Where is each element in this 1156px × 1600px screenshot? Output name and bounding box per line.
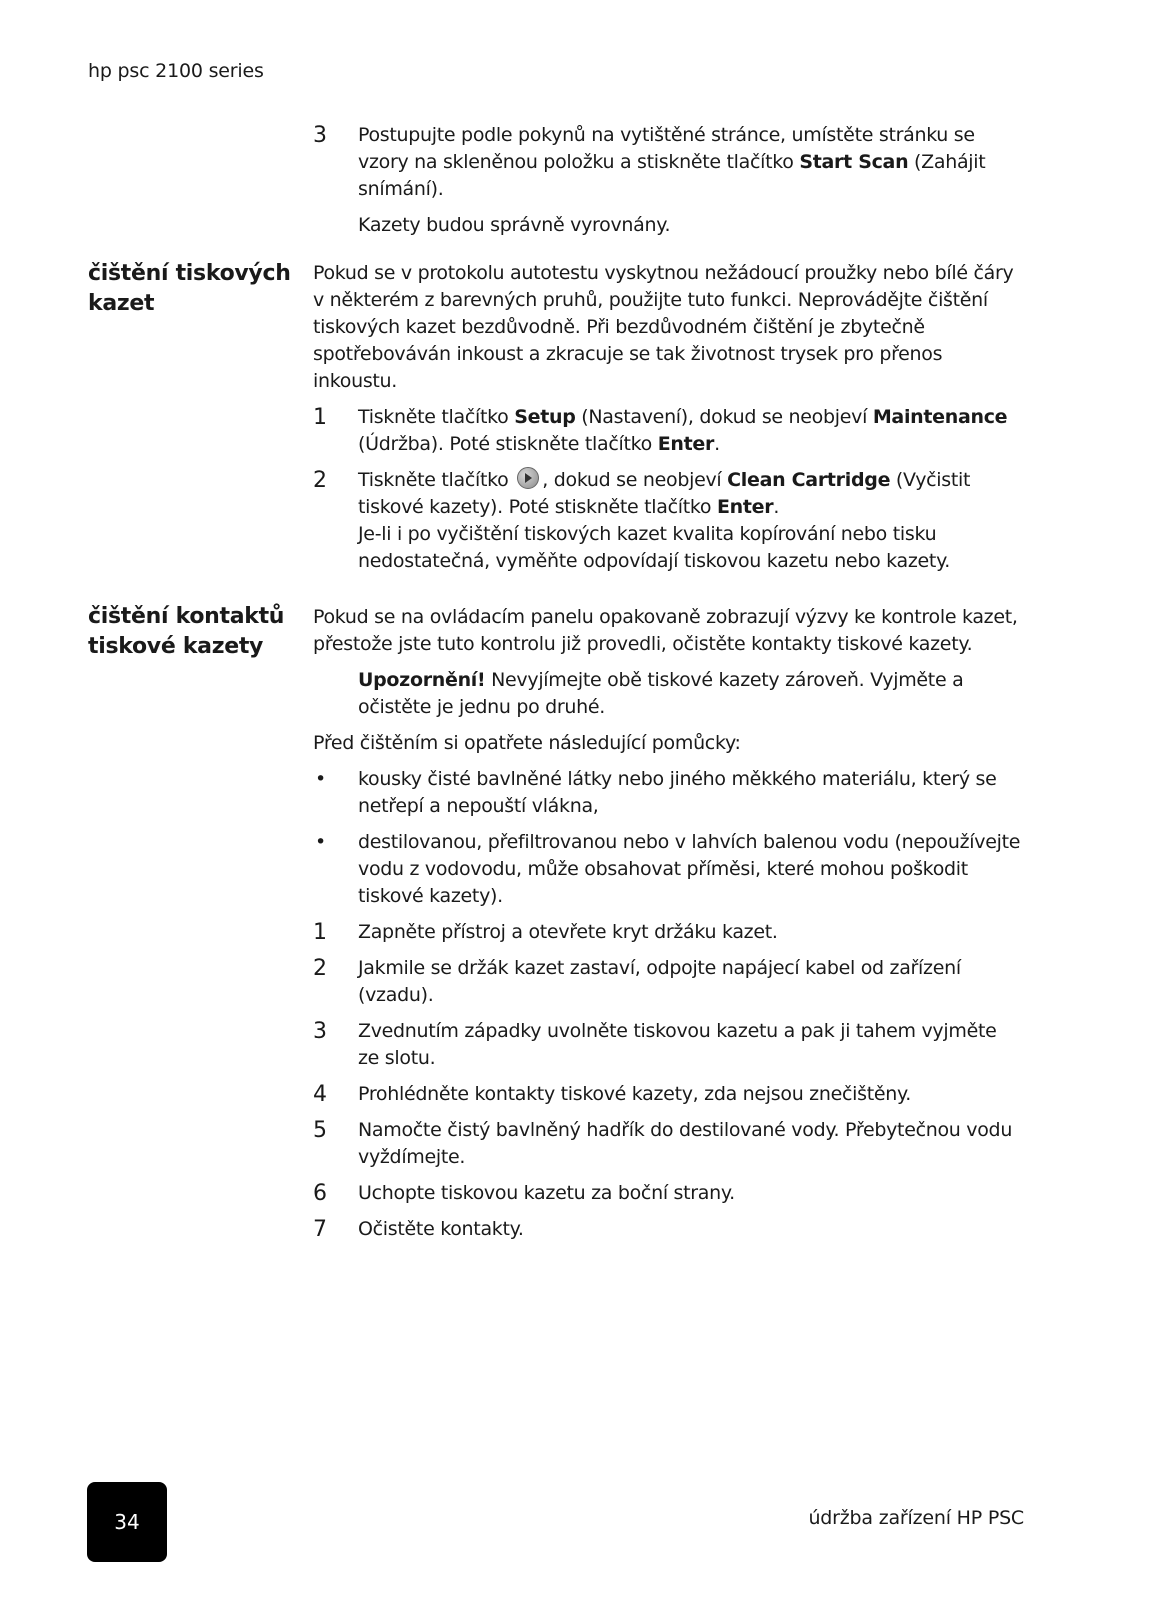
tools-intro: Před čištěním si opatřete následující pomůcky:	[313, 732, 741, 754]
warning-note: Upozornění! Nevyjímejte obě tiskové kazety zároveň. Vyjměte a očistěte je jednu po druhé.	[358, 669, 964, 718]
intro-block	[313, 122, 1023, 248]
step-number: 1	[313, 405, 327, 430]
list-item: 6 Uchopte tiskovou kazetu za boční strany.	[313, 1181, 735, 1206]
arrow-button-icon	[517, 467, 539, 489]
step-number: 3	[313, 1019, 327, 1044]
list-item: • destilovanou, přefiltrovanou nebo v lahvích balenou vodu (nepoužívejte vodu z vodovodu, může obsahovat příměsi, které mohou poškodit tiskové kazety).	[315, 831, 1021, 907]
step-number: 1	[313, 920, 327, 945]
step-number: 2	[313, 468, 327, 493]
section2-content	[313, 604, 1023, 1252]
section2-body: Pokud se na ovládacím panelu opakovaně zobrazují výzvy ke kontrole kazet, přestože jste tuto kontrolu již provedli, očistěte kontakty tiskové kazety.	[313, 606, 1018, 655]
step-number: 5	[313, 1118, 327, 1143]
section1-note: Je-li i po vyčištění tiskových kazet kvalita kopírování nebo tisku nedostatečná, vyměňte odpovídají tiskovou kazetu nebo kazety.	[358, 523, 951, 572]
step-number: 3	[313, 123, 327, 148]
list-item: 5 Namočte čistý bavlněný hadřík do destilované vody. Přebytečnou vodu vyždímejte.	[313, 1118, 1013, 1168]
list-item: 3 Zvednutím západky uvolněte tiskovou kazetu a pak ji tahem vyjměte ze slotu.	[313, 1019, 997, 1069]
list-item: 1 Tiskněte tlačítko Setup (Nastavení), dokud se neobjeví Maintenance (Údržba). Poté stiskněte tlačítko Enter.	[313, 405, 1008, 455]
list-item: 1 Zapněte přístroj a otevřete kryt držáku kazet.	[313, 920, 778, 945]
step-number: 4	[313, 1082, 327, 1107]
section-title-cleaning-cartridges: čištění tiskových kazet	[88, 261, 291, 316]
section1-body: Pokud se v protokolu autotestu vyskytnou nežádoucí proužky nebo bílé čáry v některém z barevných pruhů, použijte tuto funkci. Neprovádějte čištění tiskových kazet bezdůvodně. Při bezdůvodném čištění je zbytečně spotřebováván inkoust a zkracuje se tak životnost trysek pro přenos inkoustu.	[313, 262, 1014, 392]
list-item: 4 Prohlédněte kontakty tiskové kazety, zda nejsou znečištěny.	[313, 1082, 911, 1107]
chapter-footer: údržba zařízení HP PSC	[808, 1507, 1024, 1529]
section-title-cleaning-contacts: čištění kontaktů tiskové kazety	[88, 604, 285, 659]
list-item: 2 Jakmile se držák kazet zastaví, odpojte napájecí kabel od zařízení (vzadu).	[313, 956, 961, 1006]
running-header: hp psc 2100 series	[88, 60, 264, 82]
bullet-icon: •	[315, 768, 326, 790]
list-item: • kousky čisté bavlněné látky nebo jiného měkkého materiálu, který se netřepí a nepouští vlákna,	[315, 768, 997, 817]
bullet-icon: •	[315, 831, 326, 853]
step-number: 2	[313, 956, 327, 981]
page-number-badge	[87, 1482, 167, 1562]
list-item: 2 Tiskněte tlačítko , dokud se neobjeví Clean Cartridge (Vyčistit tiskové kazety). Poté stiskněte tlačítko Enter.	[313, 468, 971, 518]
list-item: 3 Postupujte podle pokynů na vytištěné stránce, umístěte stránku se vzory na skleněnou položku a stiskněte tlačítko Start Scan (Zahájit snímání).	[313, 123, 986, 200]
list-item: 7 Očistěte kontakty.	[313, 1217, 524, 1242]
step-number: 6	[313, 1181, 327, 1206]
result-text: Kazety budou správně vyrovnány.	[358, 214, 671, 236]
step-number: 7	[313, 1217, 327, 1242]
warning-label: Upozornění!	[358, 669, 486, 691]
page-number: 34	[114, 1510, 140, 1534]
section1-content	[313, 260, 1023, 584]
start-scan-label: Start Scan	[799, 151, 909, 173]
